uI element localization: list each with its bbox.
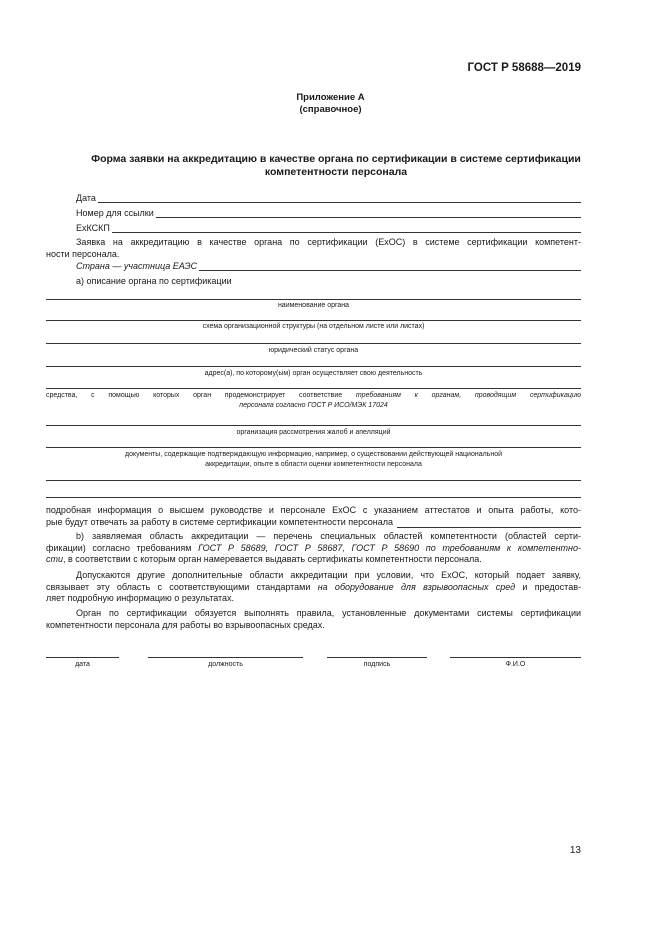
country-line — [199, 261, 581, 271]
management-line1: подробная информация о высшем руководстве и персонале ЕхОС с указанием аттестатов и опыта работы, кото- — [46, 505, 581, 515]
management-line2-text: рые будут отвечать за работу в системе сертификации компетентности персонала — [46, 516, 394, 527]
fill-line[interactable] — [46, 497, 581, 498]
form-title-line1: Форма заявки на аккредитацию в качестве органа по сертификации в системе сертификации — [91, 153, 581, 165]
obligation-line1: Орган по сертификации обязуется выполнять правила, установленные документами системы сертификации — [76, 608, 581, 618]
signature-position-caption: должность — [208, 661, 243, 668]
caption-means-italic: требованиям к органам, проводящим сертификацию — [355, 392, 581, 399]
exkskp-label: ЕхКСКП — [76, 223, 110, 233]
management-paragraph — [46, 505, 581, 528]
caption-organ-name: наименование органа — [277, 302, 350, 309]
section-a-label: а) описание органа по сертификации — [76, 276, 232, 286]
signature-date-caption: дата — [75, 661, 90, 668]
fill-line[interactable] — [46, 366, 581, 367]
caption-org-structure: схема организационной структуры (на отдельном листе или листах) — [202, 323, 425, 330]
date-label: Дата — [76, 193, 96, 203]
section-b-line3 — [46, 554, 581, 566]
section-b-line3-text: , в соответствии с которым орган намеревается выдавать сертификаты компетентности персонала. — [63, 554, 482, 565]
additional-line2-italic: на оборудование для взрывоопасных сред — [317, 581, 516, 592]
additional-line2-c: и предостав- — [515, 581, 581, 592]
management-fill-line — [397, 518, 581, 528]
caption-address: адрес(а), по которому(ым) орган осуществляет свою деятельность — [204, 370, 423, 377]
annex-subtitle: (справочное) — [299, 104, 362, 115]
intro-line2: ности персонала. — [46, 248, 120, 259]
reference-label: Номер для ссылки — [76, 208, 154, 218]
annex-title: Приложение А — [296, 92, 365, 103]
country-field[interactable] — [76, 261, 581, 271]
caption-means-text: средства, с помощью которых орган продемонстрирует соответствие — [46, 392, 356, 399]
signature-position-line[interactable] — [148, 657, 303, 658]
caption-means-line2 — [46, 401, 581, 411]
caption-means-standard: персонала согласно ГОСТ Р ИСО/МЭК 17024 — [239, 402, 388, 409]
exkskp-line — [112, 223, 581, 233]
section-b-paragraph — [46, 531, 581, 566]
exkskp-field[interactable] — [76, 223, 581, 233]
fill-line[interactable] — [46, 425, 581, 426]
additional-paragraph — [46, 570, 581, 605]
signature-sign-line[interactable] — [327, 657, 427, 658]
signature-name-caption: Ф.И.О — [505, 661, 526, 668]
caption-documents-line1: документы, содержащие подтверждающую информацию, например, о существовании действующей национальной — [124, 451, 502, 458]
form-title-line2: компетентности персонала — [264, 166, 408, 178]
caption-documents-line2: аккредитации, опыте в области оценки компетентности персонала — [205, 461, 422, 468]
caption-legal-status: юридический статус органа — [268, 347, 359, 354]
caption-means-line1 — [46, 391, 581, 401]
intro-line1: Заявка на аккредитацию в качестве органа по сертификации (ЕхОС) в системе сертификации компетент- — [76, 237, 581, 247]
intro-paragraph — [46, 237, 581, 260]
fill-line[interactable] — [46, 299, 581, 300]
fill-line[interactable] — [46, 320, 581, 321]
caption-complaints: организация рассмотрения жалоб и апелляций — [236, 429, 391, 436]
reference-line — [156, 208, 581, 218]
form-title — [46, 153, 626, 179]
additional-line2-a: связывает эту область с соответствующими стандартами — [46, 581, 318, 592]
standard-code: ГОСТ Р 58688—2019 — [467, 62, 581, 74]
additional-line2 — [46, 582, 581, 594]
page-number: 13 — [569, 845, 581, 856]
signature-sign-caption: подпись — [363, 661, 391, 668]
obligation-line2: компетентности персонала для работы во взрывоопасных средах. — [46, 619, 325, 630]
additional-line1: Допускаются другие дополнительные области аккредитации при условии, что ЕхОС, который подает заявку, — [76, 570, 581, 580]
fill-line[interactable] — [46, 388, 581, 389]
section-b-line2 — [46, 543, 581, 555]
fill-line[interactable] — [46, 480, 581, 481]
section-b-line1: b) заявляемая область аккредитации — перечень специальных областей компетентности (областей серти- — [76, 531, 581, 541]
obligation-paragraph — [46, 608, 581, 631]
country-label: Страна — участница ЕАЭС — [76, 261, 198, 271]
management-line2[interactable] — [46, 517, 581, 529]
section-b-line2-text: фикации) согласно требованиям — [46, 542, 199, 553]
date-field[interactable] — [76, 193, 581, 203]
section-b-standards: ГОСТ Р 58689, ГОСТ Р 58687, ГОСТ Р 58690 по требованиям к компетентно- — [198, 542, 582, 553]
fill-line[interactable] — [46, 343, 581, 344]
fill-line[interactable] — [46, 447, 581, 448]
signature-name-line[interactable] — [450, 657, 581, 658]
section-b-line3-italic: сти — [46, 554, 64, 565]
additional-line3: ляет подробную информацию о результатах. — [46, 593, 235, 604]
date-line — [98, 193, 581, 203]
signature-date-line[interactable] — [46, 657, 119, 658]
reference-field[interactable] — [76, 208, 581, 218]
